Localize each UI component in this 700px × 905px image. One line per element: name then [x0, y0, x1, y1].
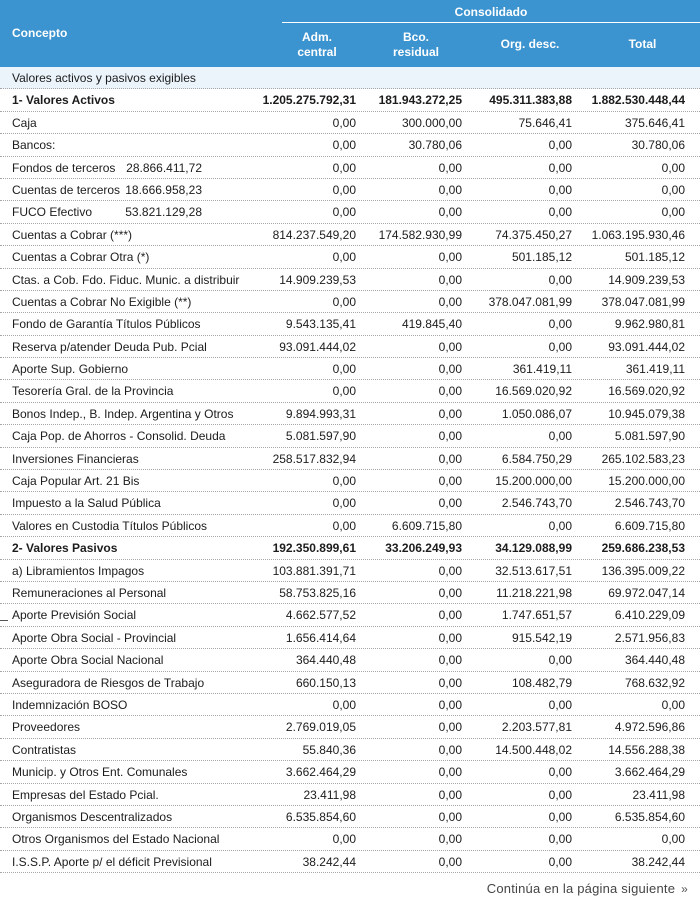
table-row	[0, 112, 700, 134]
cell-total: 93.091.444,02	[608, 339, 685, 354]
cell-adm-central: 0,00	[332, 138, 356, 153]
cell-adm-central: 814.237.549,20	[272, 227, 356, 242]
cell-adm-central: 0,00	[332, 697, 356, 712]
cell-adm-central: 660.150,13	[295, 675, 356, 690]
row-label: Reserva p/atender Deuda Pub. Pcial	[12, 339, 207, 354]
cell-adm-central: 2.769.019,05	[285, 720, 356, 735]
cell-bco-residual: 0,00	[438, 809, 462, 824]
cell-adm-central: 6.535.854,60	[285, 809, 356, 824]
table-row	[0, 560, 700, 582]
header-concepto: Concepto	[12, 26, 68, 40]
cell-org-desc: 6.584.750,29	[501, 451, 572, 466]
row-label: a) Libramientos Impagos	[12, 563, 145, 578]
cell-adm-central: 14.909.239,53	[279, 272, 356, 287]
cell-org-desc: 1.747.651,57	[501, 608, 572, 623]
cell-org-desc: 0,00	[548, 160, 572, 175]
cell-total: 501.185,12	[624, 250, 685, 265]
row-label: Caja	[12, 115, 37, 130]
cell-total: 2.546.743,70	[614, 496, 685, 511]
cell-org-desc: 15.200.000,00	[495, 474, 572, 489]
row-label: Aporte Sup. Gobierno	[12, 362, 129, 377]
double-chevron-right-icon: »	[681, 882, 688, 896]
cell-org-desc: 361.419,11	[512, 362, 572, 377]
cell-total: 361.419,11	[625, 362, 685, 377]
row-label: Remuneraciones al Personal	[12, 585, 167, 600]
cell-bco-residual: 0,00	[438, 406, 462, 421]
cell-adm-central: 3.662.464,29	[285, 765, 356, 780]
cell-org-desc: 0,00	[548, 653, 572, 668]
cell-total: 6.609.715,80	[614, 518, 685, 533]
cell-total: 3.662.464,29	[614, 765, 685, 780]
cell-total: 378.047.081,99	[601, 294, 685, 309]
cell-bco-residual: 0,00	[438, 339, 462, 354]
cell-bco-residual: 0,00	[438, 720, 462, 735]
cell-org-desc: 378.047.081,99	[488, 294, 572, 309]
row-label: Proveedores	[12, 720, 81, 735]
cell-org-desc: 0,00	[548, 518, 572, 533]
cell-bco-residual: 0,00	[438, 429, 462, 444]
cell-org-desc: 501.185,12	[511, 250, 572, 265]
cell-org-desc: 2.546.743,70	[501, 496, 572, 511]
cell-bco-residual: 0,00	[438, 160, 462, 175]
cell-adm-central: 0,00	[332, 182, 356, 197]
cell-org-desc: 0,00	[548, 205, 572, 220]
row-label: I.S.S.P. Aporte p/ el déficit Previsional	[12, 854, 212, 869]
cell-total: 364.440,48	[624, 653, 685, 668]
cell-bco-residual: 300.000,00	[401, 115, 462, 130]
cell-total: 136.395.009,22	[601, 563, 685, 578]
cell-org-desc: 16.569.020,92	[495, 384, 572, 399]
table-row	[0, 761, 700, 783]
cell-adm-central: 9.543.135,41	[285, 317, 356, 332]
cell-total: 1.882.530.448,44	[591, 93, 685, 108]
cell-org-desc: 0,00	[548, 832, 572, 847]
cell-total: 768.632,92	[624, 675, 685, 690]
cell-total: 10.945.079,38	[608, 406, 685, 421]
cell-total: 375.646,41	[624, 115, 685, 130]
cell-total: 259.686.238,53	[601, 541, 685, 556]
cell-adm-central: 0,00	[332, 160, 356, 175]
cell-bco-residual: 6.609.715,80	[391, 518, 462, 533]
row-label: Impuesto a la Salud Pública	[12, 496, 161, 511]
table-row	[0, 649, 700, 671]
cell-adm-central: 0,00	[332, 518, 356, 533]
cell-adm-central: 4.662.577,52	[285, 608, 356, 623]
cell-bco-residual: 0,00	[438, 294, 462, 309]
cell-total: 38.242,44	[631, 854, 685, 869]
cell-org-desc: 0,00	[548, 697, 572, 712]
cell-adm-central: 0,00	[332, 384, 356, 399]
cell-total: 4.972.596,86	[614, 720, 685, 735]
cell-adm-central: 38.242,44	[302, 854, 356, 869]
cell-adm-central: 0,00	[332, 496, 356, 511]
row-label: Caja Popular Art. 21 Bis	[12, 474, 140, 489]
table-row	[0, 604, 700, 626]
row-label: Aporte Obra Social Nacional	[12, 653, 164, 668]
cell-org-desc: 495.311.383,88	[489, 93, 572, 108]
cell-adm-central: 0,00	[332, 205, 356, 220]
cell-bco-residual: 0,00	[438, 742, 462, 757]
cell-bco-residual: 30.780,06	[408, 138, 462, 153]
cell-adm-central: 103.881.391,71	[272, 563, 356, 578]
cell-adm-central: 23.411,98	[303, 787, 356, 802]
cell-bco-residual: 0,00	[438, 608, 462, 623]
cell-total: 265.102.583,23	[601, 451, 685, 466]
cell-total: 1.063.195.930,46	[591, 227, 685, 242]
cell-org-desc: 915.542,19	[511, 630, 572, 645]
row-label: Aseguradora de Riesgos de Trabajo	[12, 675, 205, 690]
cell-adm-central: 0,00	[332, 250, 356, 265]
cell-adm-central: 0,00	[332, 294, 356, 309]
cell-bco-residual: 0,00	[438, 585, 462, 600]
row-label: Bonos Indep., B. Indep. Argentina y Otros	[12, 406, 234, 421]
cell-org-desc: 0,00	[548, 339, 572, 354]
row-label: Municip. y Otros Ent. Comunales	[12, 765, 188, 780]
table-row	[0, 716, 700, 738]
continue-note	[487, 881, 688, 896]
row-label: Empresas del Estado Pcial.	[12, 787, 159, 802]
cell-total: 14.909.239,53	[608, 272, 685, 287]
row-subamount: 18.666.958,23	[125, 182, 202, 197]
table-row	[0, 179, 700, 201]
cell-adm-central: 0,00	[332, 362, 356, 377]
cell-org-desc: 0,00	[548, 272, 572, 287]
cell-bco-residual: 0,00	[438, 563, 462, 578]
row-label: Otros Organismos del Estado Nacional	[12, 832, 220, 847]
row-label: Contratistas	[12, 742, 77, 757]
table-row	[0, 851, 700, 873]
cell-org-desc: 0,00	[548, 854, 572, 869]
cell-bco-residual: 174.582.930,99	[378, 227, 462, 242]
table-row	[0, 134, 700, 156]
cell-total: 30.780,06	[631, 138, 685, 153]
cell-total: 0,00	[661, 697, 685, 712]
row-label: Fondos de terceros	[12, 160, 116, 175]
cell-org-desc: 0,00	[548, 138, 572, 153]
cell-org-desc: 74.375.450,27	[495, 227, 572, 242]
cell-adm-central: 5.081.597,90	[285, 429, 356, 444]
cell-bco-residual: 0,00	[438, 272, 462, 287]
row-label: Valores activos y pasivos exigibles	[12, 71, 196, 85]
row-label: Tesorería Gral. de la Provincia	[12, 384, 174, 399]
table-row	[0, 358, 700, 380]
table-row	[0, 828, 700, 850]
row-label: 1- Valores Activos	[12, 93, 115, 108]
cell-bco-residual: 0,00	[438, 250, 462, 265]
cell-bco-residual: 0,00	[438, 787, 462, 802]
group-total-row	[0, 537, 700, 559]
row-label: Indemnización BOSO	[12, 697, 128, 712]
cell-bco-residual: 0,00	[438, 474, 462, 489]
cell-bco-residual: 0,00	[438, 697, 462, 712]
cell-org-desc: 32.513.617,51	[495, 563, 572, 578]
cell-total: 0,00	[661, 182, 685, 197]
cell-total: 0,00	[661, 832, 685, 847]
cell-org-desc: 0,00	[548, 317, 572, 332]
cell-org-desc: 108.482,79	[511, 675, 572, 690]
cell-bco-residual: 0,00	[438, 630, 462, 645]
cell-adm-central: 0,00	[332, 115, 356, 130]
row-label: Bancos:	[12, 138, 56, 153]
cell-total: 5.081.597,90	[614, 429, 685, 444]
cell-total: 2.571.956,83	[614, 630, 685, 645]
header-total: Total	[628, 37, 657, 51]
cell-total: 6.410.229,09	[614, 608, 685, 623]
row-label: FUCO Efectivo	[12, 205, 93, 220]
table-row	[0, 739, 700, 761]
row-label: Caja Pop. de Ahorros - Consolid. Deuda	[12, 429, 226, 444]
cell-adm-central: 93.091.444,02	[279, 339, 356, 354]
row-label: Aporte Previsión Social	[12, 608, 137, 623]
cell-org-desc: 34.129.088,99	[495, 541, 572, 556]
cell-bco-residual: 181.943.272,25	[378, 93, 462, 108]
row-subamount: 53.821.129,28	[125, 205, 202, 220]
table-row	[0, 291, 700, 313]
table-row	[0, 269, 700, 291]
cell-total: 15.200.000,00	[608, 474, 685, 489]
cell-adm-central: 55.840,36	[302, 742, 356, 757]
cell-bco-residual: 33.206.249,93	[385, 541, 462, 556]
row-label: Valores en Custodia Títulos Públicos	[12, 518, 207, 533]
table-row	[0, 672, 700, 694]
table-row	[0, 470, 700, 492]
cell-org-desc: 0,00	[548, 787, 572, 802]
group-total-row	[0, 89, 700, 111]
cell-bco-residual: 0,00	[438, 675, 462, 690]
cell-org-desc: 14.500.448,02	[495, 742, 572, 757]
cell-bco-residual: 0,00	[438, 362, 462, 377]
table-row	[0, 515, 700, 537]
header-org-desc: Org. desc.	[500, 37, 560, 51]
cell-org-desc: 75.646,41	[518, 115, 572, 130]
cell-total: 0,00	[661, 205, 685, 220]
table-row	[0, 201, 700, 223]
row-label: Fondo de Garantía Títulos Públicos	[12, 317, 201, 332]
cell-adm-central: 58.753.825,16	[279, 585, 356, 600]
continue-text: Continúa en la página siguiente	[486, 881, 676, 896]
cell-total: 16.569.020,92	[608, 384, 685, 399]
cell-total: 14.556.288,38	[608, 742, 685, 757]
cell-bco-residual: 0,00	[438, 182, 462, 197]
cell-total: 9.962.980,81	[614, 317, 685, 332]
cell-org-desc: 0,00	[548, 182, 572, 197]
cell-adm-central: 1.205.275.792,31	[262, 93, 356, 108]
cell-bco-residual: 0,00	[438, 384, 462, 399]
cell-org-desc: 0,00	[548, 809, 572, 824]
table-row	[0, 224, 700, 246]
row-label: Inversiones Financieras	[12, 451, 139, 466]
row-label: Aporte Obra Social - Provincial	[12, 630, 177, 645]
header-adm-central: Adm. central	[297, 29, 337, 59]
table-row	[0, 627, 700, 649]
row-subamount: 28.866.411,72	[126, 160, 202, 175]
table-row	[0, 380, 700, 402]
table-row	[0, 492, 700, 514]
cell-total: 69.972.047,14	[608, 585, 685, 600]
table-row	[0, 784, 700, 806]
row-label: Ctas. a Cob. Fdo. Fiduc. Munic. a distribuir	[12, 272, 240, 287]
table-row	[0, 336, 700, 358]
row-label: Cuentas a Cobrar Otra (*)	[12, 250, 150, 265]
cell-bco-residual: 0,00	[438, 451, 462, 466]
row-label: Cuentas a Cobrar (***)	[12, 227, 133, 242]
cell-adm-central: 364.440,48	[295, 653, 356, 668]
table-body	[0, 67, 700, 873]
cell-total: 0,00	[661, 160, 685, 175]
cell-total: 23.411,98	[632, 787, 685, 802]
cell-bco-residual: 0,00	[438, 854, 462, 869]
cell-adm-central: 192.350.899,61	[272, 541, 356, 556]
section-row	[0, 67, 700, 89]
cell-org-desc: 0,00	[548, 765, 572, 780]
row-label: Cuentas a Cobrar No Exigible (**)	[12, 294, 192, 309]
cell-org-desc: 0,00	[548, 429, 572, 444]
table-row	[0, 425, 700, 447]
table-row	[0, 806, 700, 828]
table-row	[0, 157, 700, 179]
table-row	[0, 313, 700, 335]
header-consolidado: Consolidado	[454, 5, 528, 19]
table-header	[0, 0, 700, 67]
table-row	[0, 246, 700, 268]
cell-adm-central: 0,00	[332, 474, 356, 489]
row-label: Organismos Descentralizados	[12, 809, 173, 824]
row-label: 2- Valores Pasivos	[12, 541, 118, 556]
cell-adm-central: 9.894.993,31	[285, 406, 356, 421]
cell-org-desc: 2.203.577,81	[501, 720, 572, 735]
cell-bco-residual: 0,00	[438, 653, 462, 668]
cell-bco-residual: 0,00	[438, 765, 462, 780]
cell-org-desc: 11.218.221,98	[496, 585, 572, 600]
cell-bco-residual: 419.845,40	[401, 317, 462, 332]
margin-mark	[0, 620, 8, 621]
cell-bco-residual: 0,00	[438, 496, 462, 511]
row-label: Cuentas de terceros	[12, 182, 121, 197]
table-row	[0, 582, 700, 604]
cell-bco-residual: 0,00	[438, 832, 462, 847]
cell-adm-central: 258.517.832,94	[272, 451, 356, 466]
header-bco-residual: Bco. residual	[392, 29, 440, 59]
cell-adm-central: 0,00	[332, 832, 356, 847]
table-row	[0, 694, 700, 716]
cell-bco-residual: 0,00	[438, 205, 462, 220]
table-row	[0, 448, 700, 470]
cell-adm-central: 1.656.414,64	[285, 630, 356, 645]
table-row	[0, 403, 700, 425]
cell-total: 6.535.854,60	[614, 809, 685, 824]
cell-org-desc: 1.050.086,07	[501, 406, 572, 421]
